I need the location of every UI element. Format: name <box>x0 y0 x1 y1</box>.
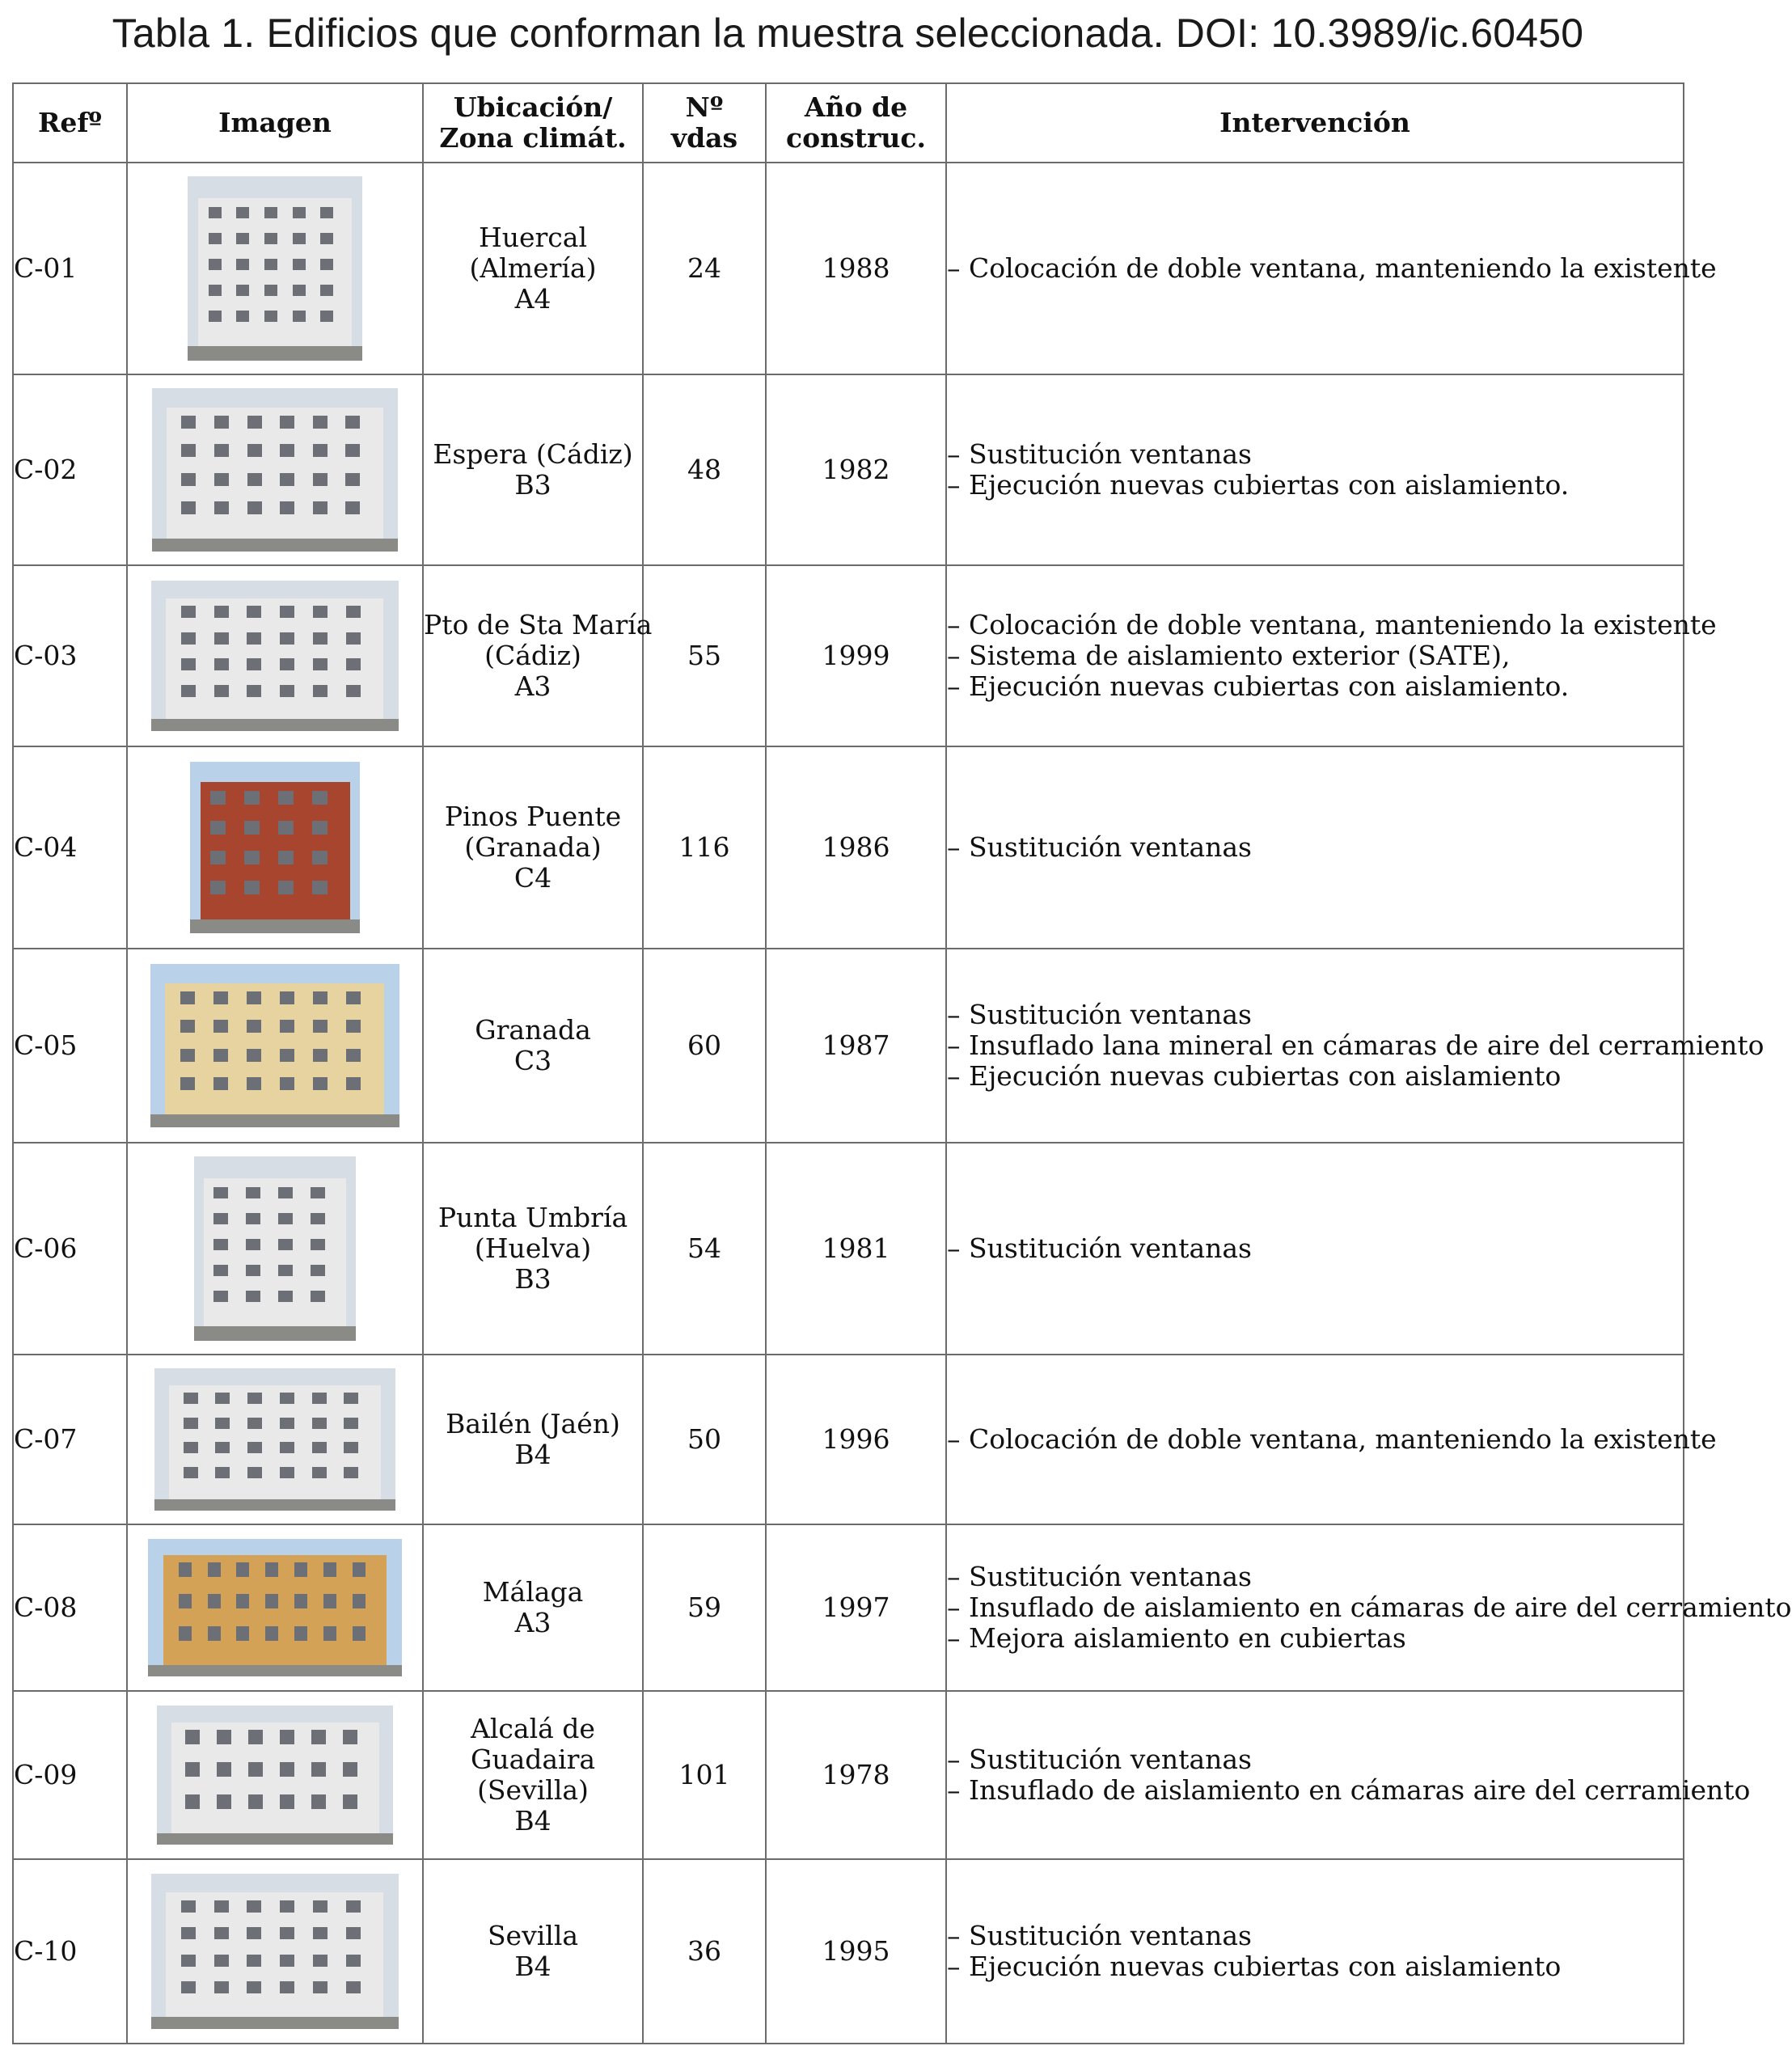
location-line: (Huelva) <box>474 1232 592 1264</box>
image-cell <box>127 1691 423 1859</box>
table-row <box>13 163 1684 374</box>
dwellings-cell: 54 <box>643 1143 766 1355</box>
location-line: Bailén (Jaén) <box>446 1408 620 1439</box>
ref-cell: C-04 <box>13 746 127 949</box>
table-row <box>13 565 1684 746</box>
location-cell <box>423 374 643 565</box>
building-photo <box>148 1539 402 1676</box>
intervention-cell <box>946 1524 1792 1691</box>
location-cell <box>423 1355 643 1524</box>
location-line: Málaga <box>482 1576 584 1608</box>
location-cell <box>423 949 643 1143</box>
table-body <box>13 163 1792 2044</box>
header-location-line: Ubicación/ <box>453 91 613 123</box>
ref-cell: C-07 <box>13 1355 127 1524</box>
location-cell <box>423 1143 643 1355</box>
dwellings-cell: 48 <box>643 374 766 565</box>
location-line: (Cádiz) <box>484 640 581 671</box>
building-photo <box>151 1874 399 2029</box>
building-photo <box>190 762 360 933</box>
location-line: Guadaira <box>470 1744 596 1775</box>
intervention-item: – Sustitución ventanas <box>947 1744 1252 1775</box>
intervention-cell <box>946 1143 1684 1355</box>
table-row <box>13 374 1684 565</box>
building-photo <box>152 388 398 552</box>
intervention-cell <box>946 1355 1717 1524</box>
location-line: (Almería) <box>469 252 597 284</box>
dwellings-cell: 116 <box>643 746 766 949</box>
location-cell <box>423 1524 643 1691</box>
location-line: B4 <box>514 1439 552 1470</box>
table-row <box>13 1355 1684 1524</box>
location-line: B4 <box>514 1951 552 1982</box>
year-cell: 1978 <box>766 1691 946 1859</box>
location-line: (Granada) <box>464 831 602 863</box>
image-cell <box>127 163 423 374</box>
dwellings-cell: 60 <box>643 949 766 1143</box>
intervention-item: – Sistema de aislamiento exterior (SATE), <box>947 640 1511 671</box>
location-line: Sevilla <box>487 1920 579 1951</box>
location-line: C3 <box>514 1045 552 1076</box>
intervention-cell <box>946 374 1684 565</box>
dwellings-cell: 24 <box>643 163 766 374</box>
intervention-item: – Insuflado de aislamiento en cámaras aire del cerramiento <box>947 1774 1751 1806</box>
dwellings-cell: 101 <box>643 1691 766 1859</box>
intervention-item: – Insuflado lana mineral en cámaras de aire del cerramiento <box>947 1029 1765 1061</box>
header-year <box>766 83 946 163</box>
dwellings-cell: 36 <box>643 1859 766 2044</box>
location-line: Pinos Puente <box>444 801 622 832</box>
image-cell <box>127 565 423 746</box>
dwellings-cell: 55 <box>643 565 766 746</box>
location-line: B3 <box>514 1263 552 1295</box>
table-row <box>13 1691 1684 1859</box>
header-dwellings <box>643 83 766 163</box>
location-line: B4 <box>514 1805 552 1837</box>
location-cell <box>423 1859 643 2044</box>
ref-cell: C-01 <box>13 163 127 374</box>
location-cell <box>423 565 653 746</box>
intervention-item: – Sustitución ventanas <box>947 831 1252 863</box>
image-cell <box>127 1524 423 1691</box>
intervention-item: – Colocación de doble ventana, manteniendo la existente <box>947 252 1717 284</box>
image-cell <box>127 374 423 565</box>
intervention-item: – Ejecución nuevas cubiertas con aislamiento. <box>947 670 1570 702</box>
location-line: Granada <box>475 1014 591 1046</box>
header-dwellings-line: vdas <box>670 122 738 154</box>
image-cell <box>127 746 423 949</box>
intervention-item: – Sustitución ventanas <box>947 1920 1252 1951</box>
ref-cell: C-02 <box>13 374 127 565</box>
location-line: B3 <box>514 469 552 501</box>
location-line: (Sevilla) <box>477 1774 589 1806</box>
year-cell: 1996 <box>766 1355 946 1524</box>
intervention-item: – Colocación de doble ventana, manteniendo la existente <box>947 1423 1717 1455</box>
dwellings-cell: 59 <box>643 1524 766 1691</box>
intervention-cell <box>946 1691 1751 1859</box>
table-row <box>13 1143 1684 1355</box>
intervention-item: – Colocación de doble ventana, manteniendo la existente <box>947 609 1717 640</box>
header-intervention: Intervención <box>946 83 1684 163</box>
year-cell: 1995 <box>766 1859 946 2044</box>
location-line: Punta Umbría <box>437 1202 628 1233</box>
year-cell: 1986 <box>766 746 946 949</box>
ref-cell: C-06 <box>13 1143 127 1355</box>
intervention-cell <box>946 949 1765 1143</box>
intervention-item: – Sustitución ventanas <box>947 438 1252 470</box>
location-line: Alcalá de <box>471 1713 595 1744</box>
intervention-item: – Insuflado de aislamiento en cámaras de aire del cerramiento <box>947 1591 1792 1623</box>
header-year-line: construc. <box>786 122 926 154</box>
intervention-item: – Sustitución ventanas <box>947 1561 1252 1592</box>
intervention-cell <box>946 746 1684 949</box>
table-row <box>13 949 1684 1143</box>
header-year-line: Año de <box>804 91 908 123</box>
header-location-line: Zona climát. <box>439 122 627 154</box>
year-cell: 1999 <box>766 565 946 746</box>
header-image: Imagen <box>127 83 423 163</box>
building-photo <box>151 581 399 731</box>
location-line: Pto de Sta María <box>424 609 653 640</box>
ref-cell: C-03 <box>13 565 127 746</box>
table-row <box>13 746 1684 949</box>
intervention-cell <box>946 163 1717 374</box>
ref-cell: C-08 <box>13 1524 127 1691</box>
intervention-item: – Sustitución ventanas <box>947 999 1252 1030</box>
year-cell: 1982 <box>766 374 946 565</box>
location-line: C4 <box>514 862 552 894</box>
header-row <box>13 83 1684 163</box>
table-caption: Tabla 1. Edificios que conforman la muestra seleccionada. DOI: 10.3989/ic.60450 <box>112 11 1584 56</box>
ref-cell: C-10 <box>13 1859 127 2044</box>
intervention-item: – Mejora aislamiento en cubiertas <box>947 1622 1406 1654</box>
location-cell <box>423 1691 643 1859</box>
location-line: Huercal <box>478 222 588 253</box>
intervention-item: – Sustitución ventanas <box>947 1232 1252 1264</box>
intervention-cell <box>946 1859 1684 2044</box>
intervention-item: – Ejecución nuevas cubiertas con aislamiento <box>947 1951 1562 1982</box>
buildings-table <box>12 82 1792 2044</box>
year-cell: 1988 <box>766 163 946 374</box>
year-cell: 1987 <box>766 949 946 1143</box>
building-photo <box>157 1706 393 1845</box>
location-line: A3 <box>514 1607 552 1638</box>
intervention-cell <box>946 565 1717 746</box>
header-ref: Refº <box>13 83 127 163</box>
intervention-item: – Ejecución nuevas cubiertas con aislamiento <box>947 1060 1562 1092</box>
year-cell: 1981 <box>766 1143 946 1355</box>
image-cell <box>127 949 423 1143</box>
location-line: A3 <box>514 670 552 702</box>
header-dwellings-line: Nº <box>685 91 724 123</box>
image-cell <box>127 1859 423 2044</box>
ref-cell: C-09 <box>13 1691 127 1859</box>
location-cell <box>423 746 643 949</box>
year-cell: 1997 <box>766 1524 946 1691</box>
building-photo <box>150 964 399 1127</box>
table-row <box>13 1859 1684 2044</box>
building-photo <box>188 176 362 361</box>
building-photo <box>194 1156 356 1341</box>
header-location <box>423 83 643 163</box>
dwellings-cell: 50 <box>643 1355 766 1524</box>
location-line: A4 <box>514 283 552 315</box>
intervention-item: – Ejecución nuevas cubiertas con aislamiento. <box>947 469 1570 501</box>
image-cell <box>127 1143 423 1355</box>
table-row <box>13 1524 1684 1691</box>
ref-cell: C-05 <box>13 949 127 1143</box>
building-photo <box>154 1368 395 1511</box>
location-line: Espera (Cádiz) <box>433 438 633 470</box>
location-cell <box>423 163 643 374</box>
image-cell <box>127 1355 423 1524</box>
